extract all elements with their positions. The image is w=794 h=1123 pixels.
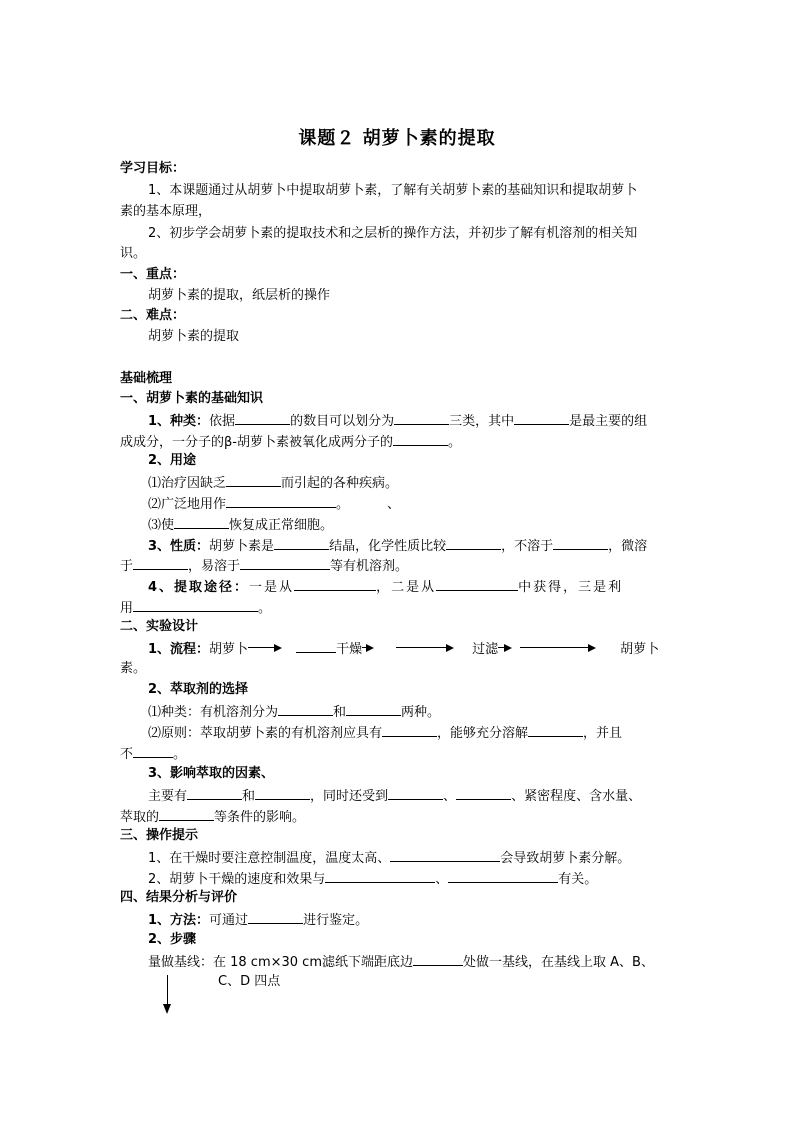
solvent-2-line2: 不 。 [120,744,186,764]
flow-label: 1、流程： [148,642,210,657]
kind-line: 1、种类：依据 的数目可以划分为 三类，其中 是最主要的组 [148,411,647,431]
property-line: 3、性质：胡萝卜素是 结晶，化学性质比较 ，不溶于 ，微溶 [148,536,647,556]
answer-blank[interactable] [248,910,303,924]
answer-blank[interactable] [393,432,448,446]
tip-2: 2、胡萝卜干燥的速度和效果与 、 有关。 [148,869,597,889]
answer-blank[interactable] [346,702,401,716]
tip-1: 1、在干燥时要注意控制温度，温度太高、 会导致胡萝卜素分解。 [148,848,630,868]
answer-blank[interactable] [394,411,449,425]
goals-heading: 学习目标： [120,161,186,176]
solvent-heading: 2、萃取剂的选择 [148,682,249,697]
step-1: 量做基线：在 18 cm×30 cm滤纸下端距底边 处做一基线，在基线上取 A、B、 [148,952,654,972]
route-label: 4、提取途径： [148,580,250,595]
answer-blank[interactable] [226,473,281,487]
answer-blank[interactable] [133,744,173,758]
flow-line: 1、流程：胡萝卜 干燥 过滤 胡萝卜 [148,639,659,659]
answer-blank[interactable] [278,702,333,716]
answer-blank[interactable] [226,494,336,508]
answer-blank[interactable] [296,639,336,653]
route-line: 4、提取途径：一是从 ，二是从 中获得，三是利 [148,577,623,597]
section-2-heading: 二、实验设计 [120,619,199,634]
difficulty-text: 胡萝卜素的提取 [148,329,240,344]
flow-line-2: 素。 [120,661,147,676]
answer-blank[interactable] [553,536,608,550]
page-title: 课题２ 胡萝卜素的提取 [298,128,496,149]
answer-blank[interactable] [240,556,330,570]
down-arrow-icon [163,1004,171,1014]
method-line: 1、方法：可通过 进行鉴定。 [148,910,368,930]
section-1-heading: 一、胡萝卜素的基础知识 [120,391,264,406]
goal-1-line2: 素的基本原理， [120,204,212,219]
flow-arrow [248,640,282,653]
answer-blank[interactable] [325,869,435,883]
kind-line-2: 成成分，一分子的β-胡萝卜素被氧化成两分子的 。 [120,432,461,452]
goal-2-line2: 识。 [120,246,147,261]
goal-2-line1: 2、初步学会胡萝卜素的提取技术和之层析的操作方法，并初步了解有机溶剂的相关知 [148,226,638,241]
factor-line-2: 萃取的 等条件的影响。 [120,807,305,827]
answer-blank[interactable] [456,786,511,800]
step-1-line2: C、D 四点 [218,974,281,989]
section-4-heading: 四、结果分析与评价 [120,890,238,905]
use-1: ⑴治疗因缺乏 而引起的各种疾病。 [148,473,398,493]
key-points-text: 胡萝卜素的提取，纸层析的操作 [148,288,331,303]
answer-blank[interactable] [174,515,229,529]
steps-heading: 2、步骤 [148,932,197,947]
goal-1-line1: 1、本课题通过从胡萝卜中提取胡萝卜素，了解有关胡萝卜素的基础知识和提取胡萝卜 [148,183,638,198]
answer-blank[interactable] [436,577,518,591]
route-line-2: 用 。 [120,598,271,618]
answer-blank[interactable] [528,723,583,737]
answer-blank[interactable] [255,786,310,800]
answer-blank[interactable] [133,598,258,612]
use-heading: 2、用途 [148,453,197,468]
method-label: 1、方法： [148,913,210,928]
use-3: ⑶使 恢复成正常细胞。 [148,515,333,535]
answer-blank[interactable] [235,411,290,425]
answer-blank[interactable] [274,536,329,550]
factor-line: 主要有 和 ，同时还受到 、 、紧密程度、含水量、 [148,786,641,806]
answer-blank[interactable] [448,869,558,883]
difficulty-heading: 二、难点： [120,308,186,323]
factor-heading: 3、影响萃取的因素、 [148,766,275,781]
answer-blank[interactable] [413,952,463,966]
answer-blank[interactable] [390,848,500,862]
answer-blank[interactable] [514,411,569,425]
use-2: ⑵广泛地用作 。 、 [148,494,400,514]
answer-blank[interactable] [446,536,501,550]
kind-label: 1、种类： [148,414,210,429]
key-points-heading: 一、重点： [120,267,186,282]
flow-arrow [498,640,512,653]
basics-heading: 基础梳理 [120,371,173,386]
flow-arrow [362,640,374,653]
answer-blank[interactable] [382,723,437,737]
down-arrow-shaft [167,975,168,1005]
solvent-2: ⑵原则：萃取胡萝卜素的有机溶剂应具有 ，能够充分溶解 ，并且 [148,723,622,743]
answer-blank[interactable] [294,577,376,591]
answer-blank[interactable] [133,556,188,570]
solvent-1: ⑴种类：有机溶剂分为 和 两种。 [148,702,440,722]
property-line-2: 于 ，易溶于 等有机溶剂。 [120,556,408,576]
flow-arrow [396,640,454,653]
section-3-heading: 三、操作提示 [120,828,199,843]
property-label: 3、性质： [148,539,210,554]
answer-blank[interactable] [388,786,443,800]
answer-blank[interactable] [187,786,242,800]
flow-arrow [520,640,596,653]
answer-blank[interactable] [159,807,214,821]
